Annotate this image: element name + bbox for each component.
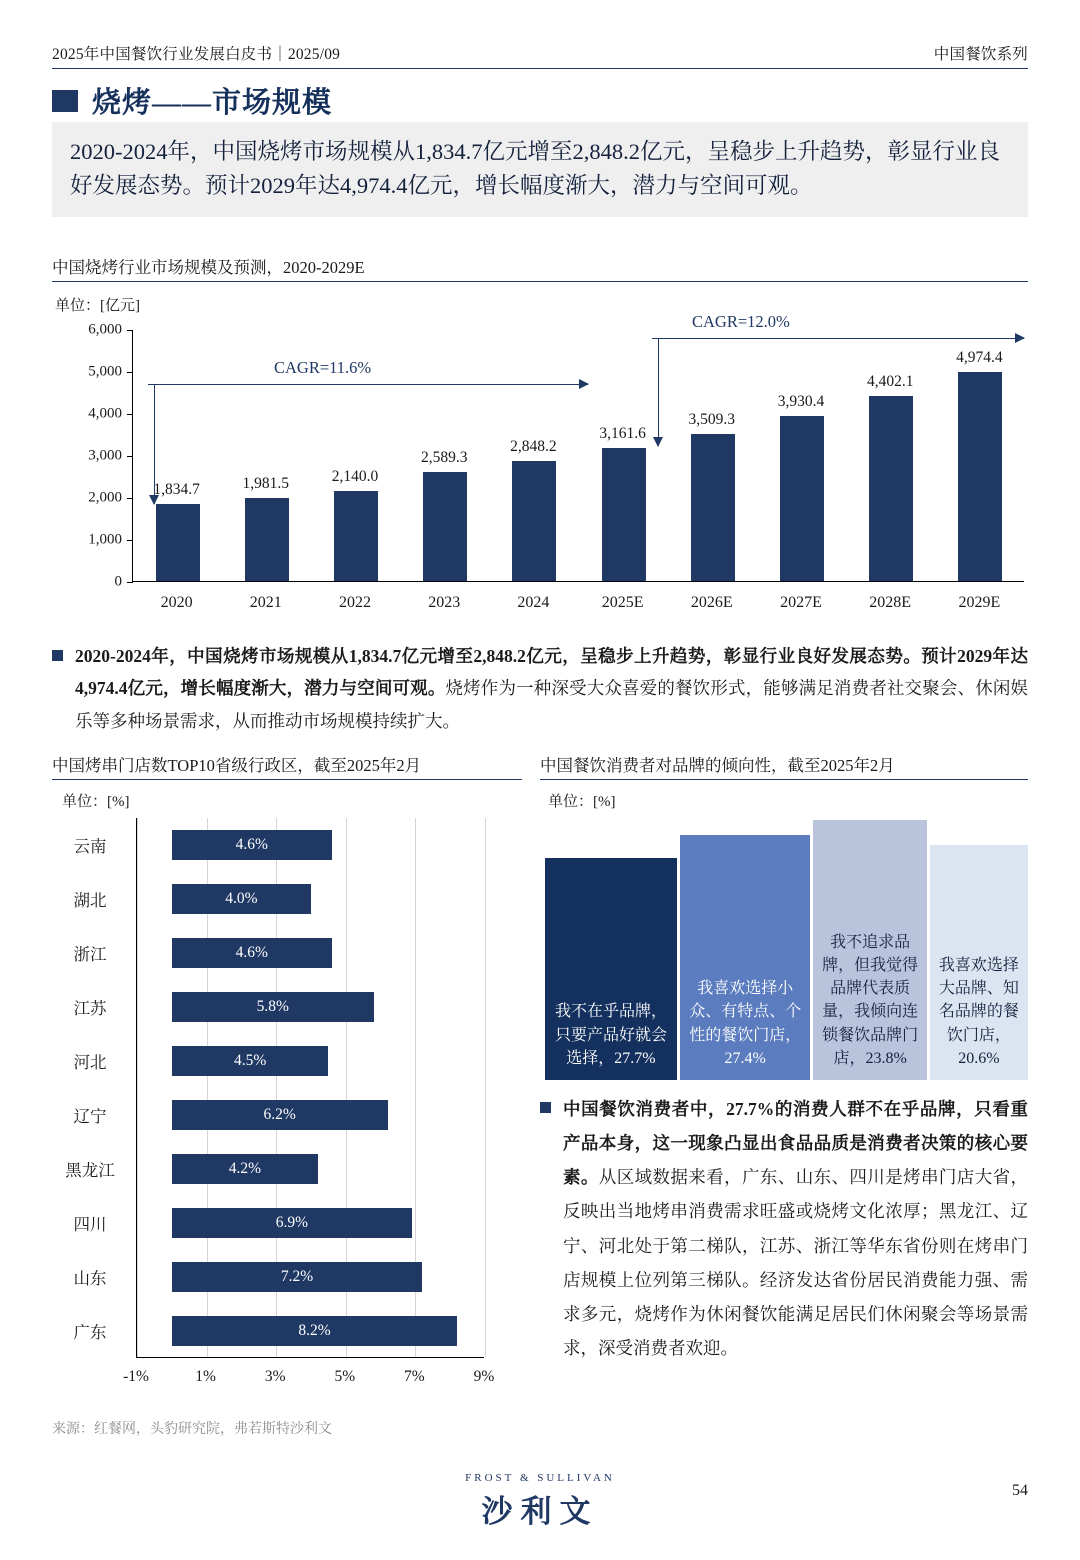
- cagr-arrow-head: [1015, 333, 1025, 343]
- chart1-x-tick-label: 2027E: [780, 594, 822, 611]
- chart1-unit-label: 单位：[亿元]: [55, 298, 140, 314]
- chart3-column-label: 我不追求品牌，但我觉得品牌代表质量，我倾向连锁餐饮品牌门店，23.8%: [822, 933, 919, 1067]
- chart1-x-tick-label: 2023: [428, 594, 461, 611]
- chart3-column: [680, 835, 811, 1080]
- chart1-x-tick-label: 2025E: [601, 594, 644, 611]
- cagr-arrow-line: [652, 338, 1024, 339]
- chart1-y-tick-label: 3,000: [88, 447, 122, 464]
- chart2-category-label: 山东: [73, 1269, 107, 1288]
- chart2-bar-value-label: 4.6%: [235, 944, 268, 961]
- chart2-x-tick-label: 3%: [264, 1368, 286, 1385]
- chart1-bar: [423, 472, 467, 581]
- chart1-x-tick-label: 2028E: [869, 594, 912, 611]
- chart2-category-label: 广东: [73, 1323, 107, 1342]
- chart1-y-tick-label: 5,000: [88, 363, 122, 380]
- chart1-bar: [512, 461, 556, 581]
- chart1-y-tick-label: 6,000: [88, 321, 122, 338]
- bullet-square-icon: [540, 1102, 551, 1113]
- chart3-column-label: 我喜欢选择大品牌、知名品牌的餐饮门店，20.6%: [938, 957, 1019, 1067]
- chart2-gridline: [485, 818, 486, 1357]
- chart1-x-tick-label: 2021: [249, 594, 282, 611]
- chart2-x-tick-label: 5%: [334, 1368, 356, 1385]
- chart1-y-tick: [127, 330, 133, 331]
- chart1-bar: [602, 448, 646, 581]
- chart2-divider: [52, 779, 522, 780]
- chart3-brand-preference: [545, 812, 1028, 1080]
- chart1-y-tick: [127, 582, 133, 583]
- chart2-bar-value-label: 4.2%: [228, 1160, 262, 1177]
- chart1-bar-value-label: 1,834.7: [153, 480, 200, 498]
- page-title: [52, 80, 332, 121]
- chart1-x-tick-label: 2029E: [958, 594, 1001, 611]
- title-square-icon: [52, 90, 78, 112]
- chart2-bar-value-label: 7.2%: [280, 1268, 314, 1285]
- chart1-bar-value-label: 3,509.3: [688, 410, 736, 428]
- chart1-bar-value-label: 2,589.3: [420, 449, 468, 467]
- cagr-arrow-head: [579, 379, 589, 389]
- chart2-x-tick-label: 7%: [404, 1368, 425, 1385]
- chart1-plot-area: [132, 330, 1024, 582]
- chart3-column: [930, 845, 1028, 1080]
- chart3-unit-label: 单位：[%]: [548, 794, 616, 810]
- brand-logo: [0, 1472, 1080, 1531]
- source-note: 来源：红餐网，头豹研究院，弗若斯特沙利文: [52, 1422, 332, 1437]
- header-left-text: 2025年中国餐饮行业发展白皮书｜2025/09: [52, 46, 341, 63]
- chart1-x-tick-label: 2020: [160, 594, 193, 611]
- page-number: 54: [1012, 1482, 1028, 1499]
- chart2-category-label: 江苏: [73, 999, 107, 1018]
- chart2-category-label: 云南: [73, 837, 107, 856]
- chart1-x-tick-label: 2022: [339, 594, 371, 611]
- bullet2-rest-text: 从区域数据来看，广东、山东、四川是烤串门店大省，反映出当地烤串消费需求旺盛或烧烤文化浓厚；黑龙江、辽宁、河北处于第二梯队，江苏、浙江等华东省份则在烤串门店规模上位列第三梯队。经济发达省份居民消费能力强、需求多元，烧烤作为休闲餐饮能满足居民们休闲聚会等场景需求，深受消费者欢迎。: [563, 1167, 1029, 1358]
- header-divider: [52, 68, 1028, 69]
- chart1-bar-value-label: 1,981.5: [242, 474, 290, 492]
- cagr-label: CAGR=12.0%: [692, 312, 790, 331]
- chart2-bar-value-label: 6.2%: [263, 1106, 296, 1123]
- chart1-bar: [780, 416, 824, 581]
- bullet-square-icon: [52, 650, 63, 661]
- chart3-column-label: 我不在乎品牌，只要产品好就会选择，27.7%: [554, 1003, 667, 1067]
- chart1-y-tick: [127, 540, 133, 541]
- cagr-arrow-drop: [658, 338, 659, 446]
- brand-logo-cn: 沙利文: [481, 1494, 599, 1529]
- chart1-bar: [691, 434, 735, 581]
- chart3-caption: 中国餐饮消费者对品牌的倾向性，截至2025年2月: [540, 756, 895, 775]
- chart1-y-tick-label: 0: [114, 573, 122, 590]
- chart2-bar-value-label: 4.6%: [235, 836, 268, 853]
- chart2-category-label: 黑龙江: [65, 1161, 115, 1180]
- summary-box: 2020-2024年，中国烧烤市场规模从1,834.7亿元增至2,848.2亿元，呈稳步上升趋势，彰显行业良好发展态势。预计2029年达4,974.4亿元，增长幅度渐大，潜力与空间可观。: [52, 122, 1028, 217]
- chart1-y-tick-label: 4,000: [88, 405, 122, 422]
- chart1-bar: [156, 504, 200, 581]
- cagr-arrow-drop-head: [149, 495, 159, 505]
- chart1-y-tick: [127, 414, 133, 415]
- chart2-category-label: 湖北: [73, 891, 107, 910]
- page-title-text: 烧烤——市场规模: [92, 87, 333, 119]
- chart2-category-label: 四川: [73, 1215, 107, 1234]
- cagr-arrow-drop: [154, 384, 155, 504]
- chart1-bar-value-label: 4,402.1: [866, 373, 914, 391]
- chart2-x-tick-label: -1%: [123, 1368, 149, 1385]
- chart2-category-label: 浙江: [73, 945, 107, 964]
- chart1-bar: [245, 498, 289, 581]
- chart1-market-size: [52, 312, 1028, 616]
- chart1-y-tick: [127, 456, 133, 457]
- chart1-bar-value-label: 3,930.4: [777, 392, 825, 410]
- chart1-bar-value-label: 3,161.6: [599, 425, 646, 443]
- chart3-column: [545, 858, 677, 1080]
- bullet1-rest-text: 烧烤作为一种深受大众喜爱的餐饮形式，能够满足消费者社交聚会、休闲娱乐等多种场景需求，从而推动市场规模持续扩大。: [75, 678, 1029, 731]
- chart2-bar-value-label: 4.5%: [233, 1052, 267, 1069]
- chart1-caption: 中国烧烤行业市场规模及预测，2020-2029E: [52, 258, 365, 277]
- chart1-bar-value-label: 2,140.0: [331, 468, 379, 486]
- chart2-top10-provinces: [52, 812, 522, 1412]
- chart1-bar-value-label: 2,848.2: [510, 438, 557, 456]
- bullet1-bold-text: 2020-2024年，中国烧烤市场规模从1,834.7亿元增至2,848.2亿元，呈稳步上升趋势，彰显行业良好发展态势。预计2029年达4,974.4亿元，增长幅度渐大，潜力与空间可观。: [75, 646, 1028, 699]
- bullet2-bold-text: 中国餐饮消费者中，27.7%的消费人群不在乎品牌，只看重产品本身，这一现象凸显出食品品质是消费者决策的核心要素。: [563, 1099, 1028, 1188]
- chart3-divider: [540, 779, 1028, 780]
- chart1-bar: [869, 396, 913, 581]
- chart1-bar: [958, 372, 1002, 581]
- chart1-y-tick-label: 2,000: [88, 489, 122, 506]
- chart2-gridline: [137, 818, 138, 1357]
- chart1-y-tick: [127, 498, 133, 499]
- chart1-bar-value-label: 4,974.4: [956, 349, 1003, 367]
- chart2-x-tick-label: 9%: [473, 1368, 495, 1385]
- chart3-column-label: 我喜欢选择小众、有特点、个性的餐饮门店，27.4%: [689, 980, 802, 1067]
- brand-logo-en: FROST & SULLIVAN: [465, 1472, 615, 1484]
- chart3-column: [813, 820, 926, 1080]
- cagr-label: CAGR=11.6%: [274, 358, 372, 377]
- chart2-bar-value-label: 5.8%: [256, 998, 289, 1015]
- chart1-bar: [334, 491, 378, 581]
- bullet-paragraph-1: [52, 640, 1028, 737]
- chart2-x-tick-label: 1%: [195, 1368, 216, 1385]
- chart1-divider: [52, 281, 1028, 282]
- page-header: [52, 42, 1028, 64]
- chart2-bar-value-label: 4.0%: [225, 890, 258, 907]
- chart2-category-label: 河北: [73, 1053, 107, 1072]
- chart2-category-label: 辽宁: [73, 1107, 107, 1126]
- chart2-caption: 中国烤串门店数TOP10省级行政区，截至2025年2月: [52, 756, 422, 775]
- header-right-text: 中国餐饮系列: [933, 46, 1028, 63]
- chart2-unit-label: 单位：[%]: [62, 794, 130, 810]
- chart2-bar-value-label: 6.9%: [275, 1214, 309, 1231]
- cagr-arrow-drop-head: [653, 437, 663, 447]
- chart2-bar-value-label: 8.2%: [298, 1322, 331, 1339]
- chart1-x-tick-label: 2026E: [690, 594, 733, 611]
- chart2-plot-area: [65, 818, 484, 1358]
- chart1-x-tick-label: 2024: [517, 594, 550, 611]
- cagr-arrow-line: [148, 384, 588, 385]
- bullet-paragraph-2: [540, 1092, 1028, 1365]
- chart1-y-tick-label: 1,000: [88, 531, 122, 548]
- chart1-y-tick: [127, 372, 133, 373]
